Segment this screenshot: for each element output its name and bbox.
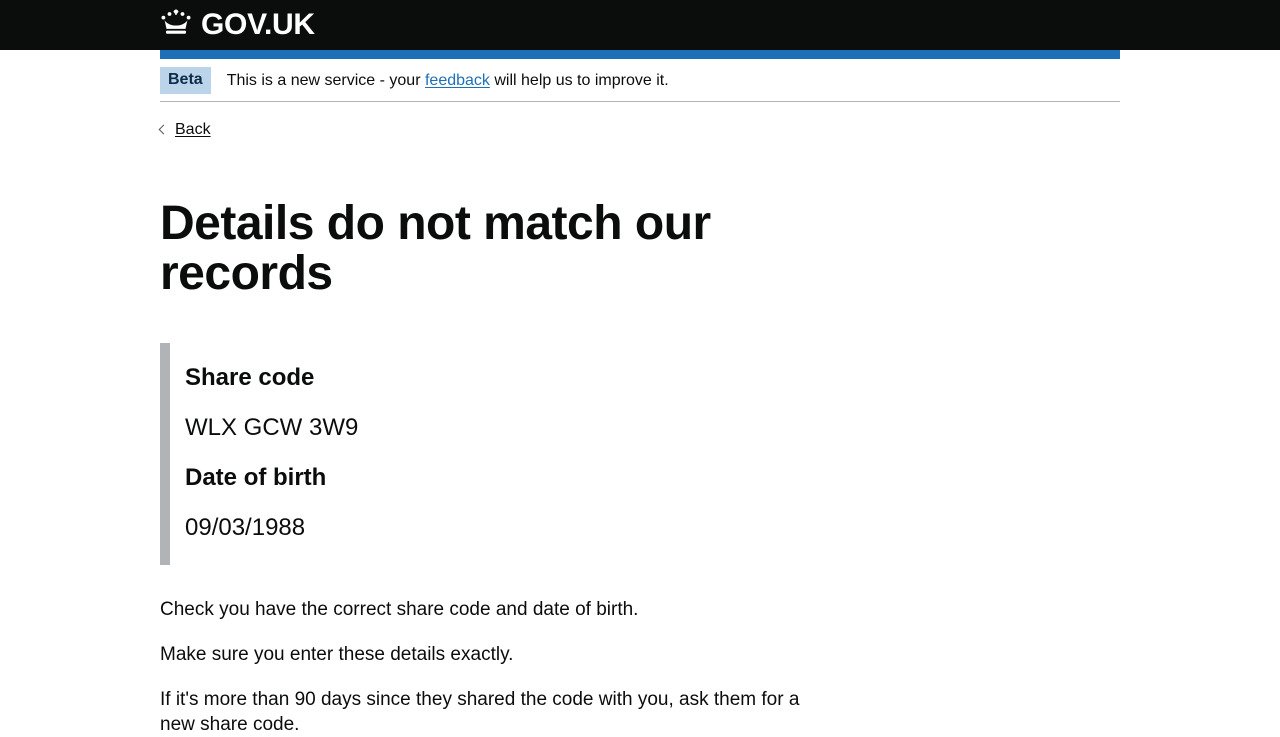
feedback-link[interactable]: feedback	[424, 71, 490, 89]
phase-banner	[160, 59, 1120, 102]
body-paragraph: If it's more than 90 days since they shared the code with you, ask them for a new share code.	[160, 689, 800, 736]
govuk-logotype: GOV.UK	[201, 8, 315, 41]
body-paragraph: Check you have the correct share code and date of birth.	[160, 599, 639, 621]
phase-banner-text-after: will help us to improve it.	[489, 71, 669, 89]
share-code-value: WLX GCW 3W9	[185, 414, 359, 442]
body-paragraph: Make sure you enter these details exactly.	[160, 644, 514, 666]
govuk-logo-link[interactable]	[160, 9, 315, 42]
crown-icon	[160, 9, 192, 42]
header-blue-border	[160, 50, 1120, 59]
date-of-birth-value: 09/03/1988	[185, 514, 306, 542]
body-copy	[160, 597, 800, 737]
back-link[interactable]: Back	[175, 121, 211, 138]
chevron-left-icon	[159, 125, 169, 135]
main-content	[160, 199, 800, 737]
beta-tag: Beta	[160, 67, 211, 94]
share-code-label: Share code	[185, 364, 315, 392]
back-link-container	[160, 121, 1120, 139]
phase-banner-text	[227, 71, 669, 91]
govuk-header	[0, 0, 1280, 50]
phase-banner-text-before: This is a new service - your	[226, 71, 425, 89]
date-of-birth-label: Date of birth	[185, 464, 327, 492]
inset-text-panel	[160, 343, 800, 565]
page-title: Details do not match our records	[160, 197, 711, 301]
